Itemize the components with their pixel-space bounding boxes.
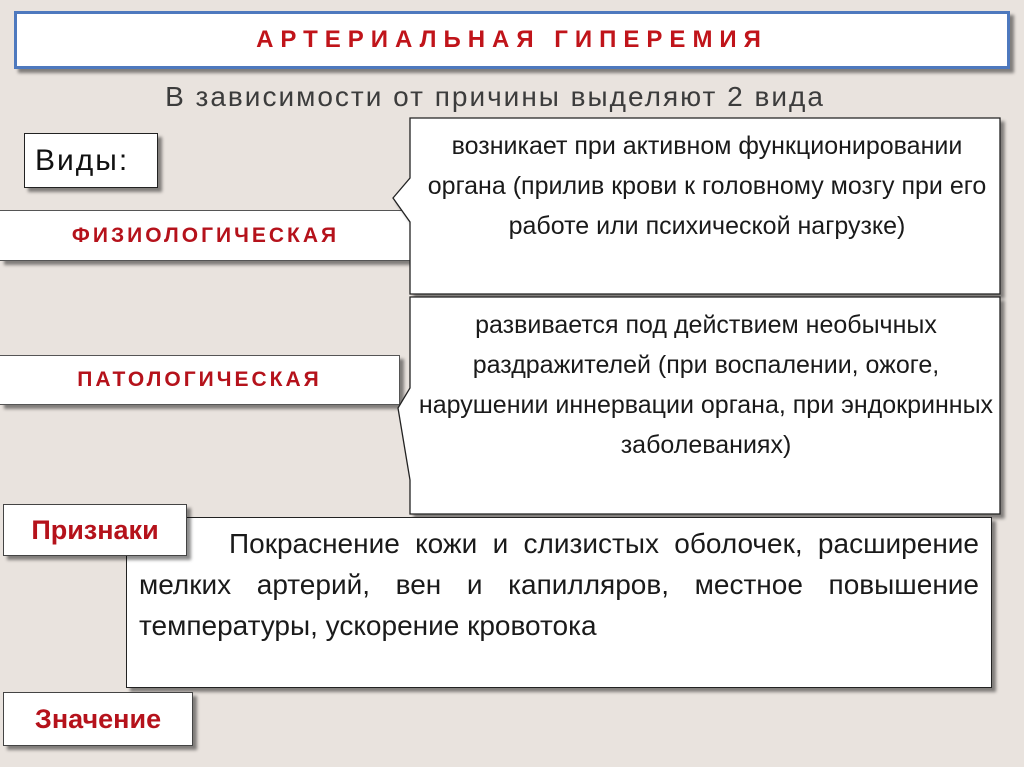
page-title: АРТЕРИАЛЬНАЯ ГИПЕРЕМИЯ xyxy=(256,26,768,53)
signs-label-box xyxy=(3,504,187,556)
signs-text: Покраснение кожи и слизистых оболочек, расширение мелких артерий, вен и капилляров, местное повышение температуры, ускорение кровотока xyxy=(139,528,979,641)
signs-label: Признаки xyxy=(31,514,159,545)
subtitle: В зависимости от причины выделяют 2 вида xyxy=(165,81,825,112)
pathological-description: развивается под действием необычных раздражителей (при воспалении, ожоге, нарушении иннервации органа, при эндокринных заболеваниях) xyxy=(418,311,994,459)
types-label: Виды: xyxy=(35,143,130,177)
type-pathological-label: ПАТОЛОГИЧЕСКАЯ xyxy=(77,368,322,391)
meaning-label-box xyxy=(3,692,193,746)
signs-box xyxy=(126,517,992,688)
type-physiological-label: ФИЗИОЛОГИЧЕСКАЯ xyxy=(71,223,340,247)
meaning-label: Значение xyxy=(34,703,162,734)
physiological-description: возникает при активном функционировании органа (прилив крови к головному мозгу при его работе или психической нагрузке) xyxy=(427,132,987,240)
